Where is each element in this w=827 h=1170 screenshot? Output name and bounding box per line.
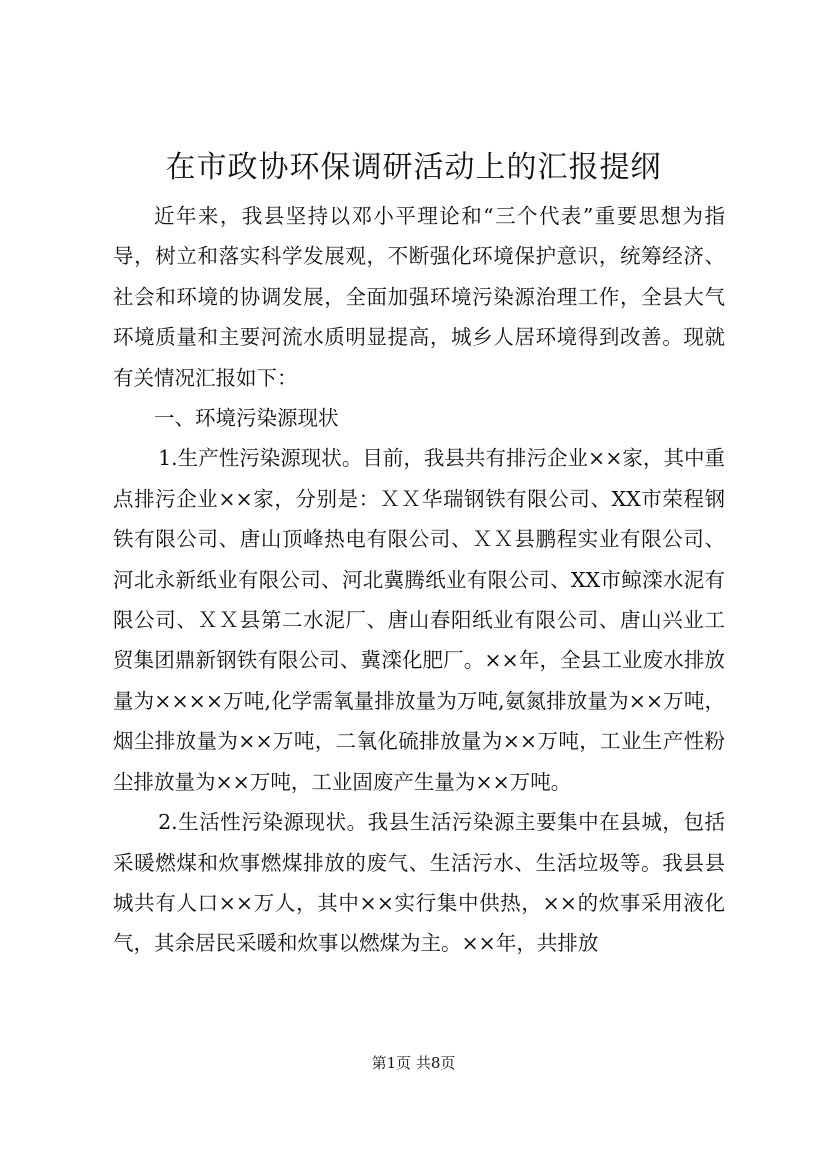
production-pollution-paragraph: 1.生产性污染源现状。目前，我县共有排污企业××家，其中重点排污企业××家，分别是：ＸＸ华瑞钢铁有限公司、XX市荣程钢铁有限公司、唐山顶峰热电有限公司、ＸＸ县鹏程实业有限公司、河北永新纸业有限公司、河北冀腾纸业有限公司、XX市鲸滦水泥有限公司、ＸＸ县第二水泥厂、唐山春阳纸业有限公司、唐山兴业工贸集团鼎新钢铁有限公司、冀滦化肥厂。××年，全县工业废水排放量为××××万吨,化学需氧量排放量为万吨,氨氮排放量为××万吨，烟尘排放量为××万吨，二氧化硫排放量为××万吨，工业生产性粉尘排放量为××万吨，工业固废产生量为××万吨。	[113, 446, 725, 794]
domestic-pollution-paragraph: 2.生活性污染源现状。我县生活污染源主要集中在县城，包括采暖燃煤和炊事燃煤排放的废气、生活污水、生活垃圾等。我县县城共有人口××万人，其中××实行集中供热，××的炊事采用液化气，其余居民采暖和炊事以燃煤为主。××年，共排放	[113, 810, 725, 956]
intro-paragraph: 近年来，我县坚持以邓小平理论和“三个代表”重要思想为指导，树立和落实科学发展观，不断强化环境保护意识，统筹经济、社会和环境的协调发展，全面加强环境污染源治理工作，全县大气环境质量和主要河流水质明显提高，城乡人居环境得到改善。现就有关情况汇报如下：	[113, 204, 725, 390]
document-title: 在市政协环保调研活动上的汇报提纲	[165, 150, 662, 185]
document-body	[113, 196, 725, 964]
section-heading: 一、环境污染源现状	[154, 406, 339, 431]
page-number-footer: 第1页 共8页	[371, 1054, 456, 1072]
